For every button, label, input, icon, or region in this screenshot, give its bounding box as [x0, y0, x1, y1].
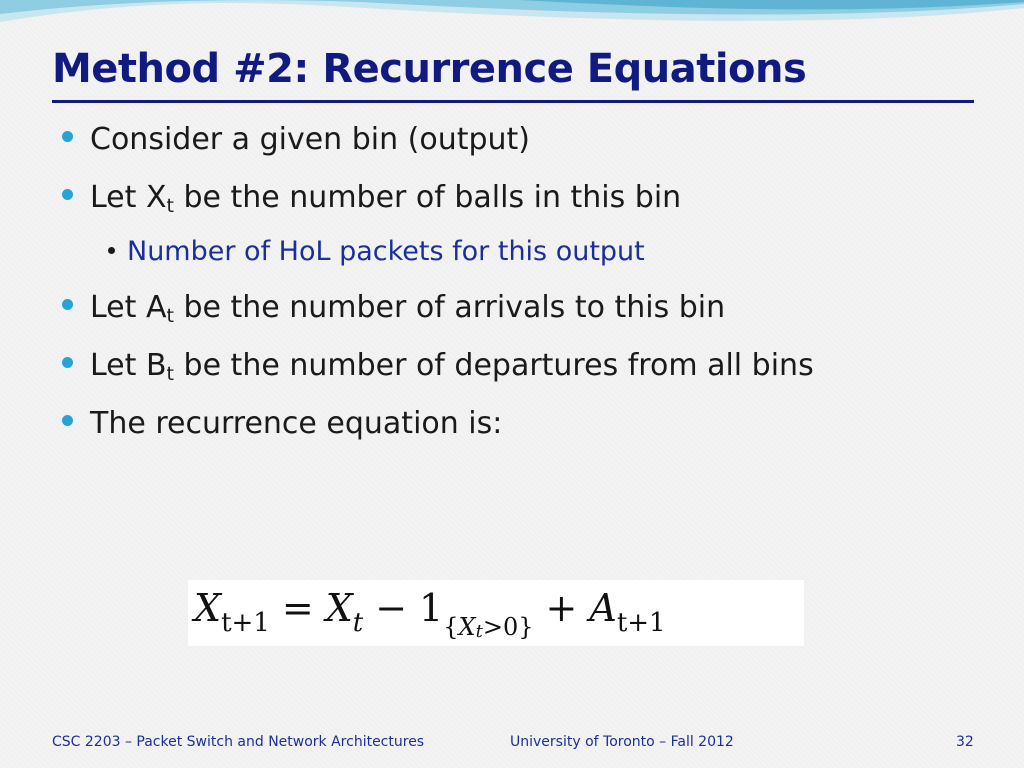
eq-subscript: t+1	[221, 608, 270, 638]
bullet-dot-icon	[62, 189, 73, 200]
footer-page-number: 32	[956, 734, 974, 750]
bullet-text: The recurrence equation is:	[90, 406, 503, 441]
bullet-subscript: t	[166, 195, 174, 217]
sub-bullet-dot-icon	[108, 247, 115, 254]
eq-minus: −	[375, 586, 408, 630]
bullet-item	[62, 290, 725, 325]
bullet-subscript: t	[166, 363, 174, 385]
eq-brace-open: {	[443, 613, 459, 641]
sub-bullet-text: Number of HoL packets for this output	[127, 236, 645, 267]
equation-formula	[194, 586, 666, 642]
bullet-text: Consider a given bin (output)	[90, 122, 530, 157]
footer-course: CSC 2203 – Packet Switch and Network Architectures	[52, 734, 425, 750]
bullet-text-rest: be the number of arrivals to this bin	[173, 290, 726, 325]
slide-title: Method #2: Recurrence Equations	[52, 46, 807, 92]
bullet-dot-icon	[62, 357, 73, 368]
eq-cond-subscript: t	[475, 621, 483, 642]
bullet-dot-icon	[62, 415, 73, 426]
bullet-text: Let B	[90, 348, 167, 383]
eq-indicator-condition	[443, 613, 533, 641]
bullet-subscript: t	[166, 305, 174, 327]
eq-cond-gt-zero: >0	[482, 613, 519, 641]
title-underline	[52, 100, 974, 103]
eq-a-symbol: A	[589, 586, 617, 630]
eq-indicator-one: 1	[419, 586, 444, 630]
bullet-text-rest: be the number of balls in this bin	[173, 180, 682, 215]
bullet-dot-icon	[62, 299, 73, 310]
eq-x-symbol: X	[194, 586, 222, 630]
eq-cond-x: X	[458, 613, 476, 641]
footer-institution: University of Toronto – Fall 2012	[510, 734, 734, 750]
bullet-text: Let A	[90, 290, 167, 325]
sub-bullet-item	[108, 236, 645, 267]
bullet-text: Let X	[90, 180, 167, 215]
bullet-item	[62, 348, 814, 383]
eq-x-symbol: X	[325, 586, 353, 630]
bullet-item	[62, 122, 530, 157]
eq-equals: =	[281, 586, 314, 630]
bullet-dot-icon	[62, 131, 73, 142]
eq-plus: +	[545, 586, 578, 630]
bullet-text-rest: be the number of departures from all bins	[173, 348, 814, 383]
eq-subscript: t+1	[616, 608, 666, 638]
eq-subscript: t	[352, 608, 364, 638]
eq-brace-close: }	[518, 613, 534, 641]
bullet-item	[62, 406, 502, 441]
bullet-item	[62, 180, 681, 215]
recurrence-equation	[188, 580, 804, 646]
